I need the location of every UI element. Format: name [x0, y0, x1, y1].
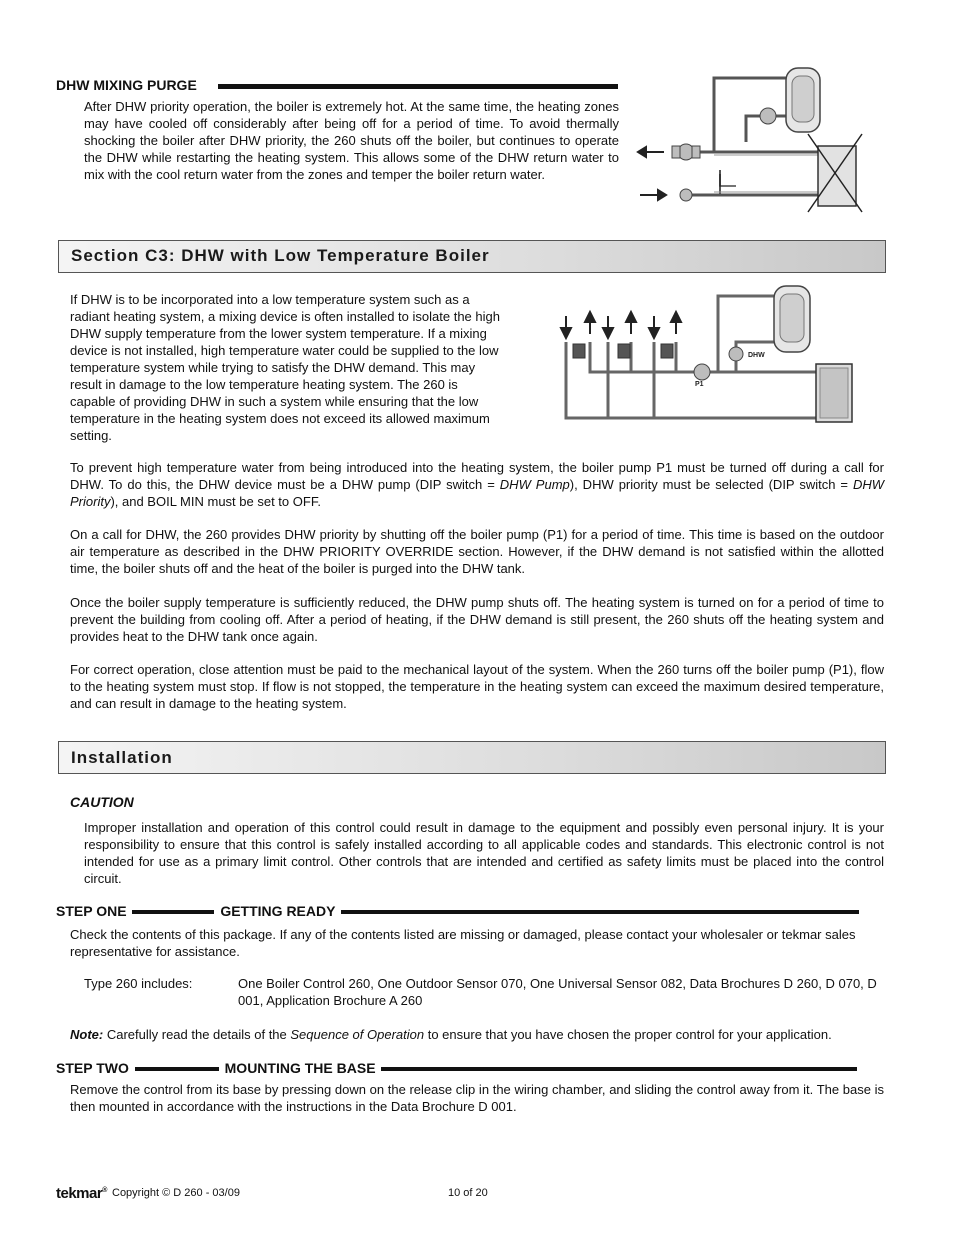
dhw-mixing-purge-heading: DHW MIXING PURGE: [56, 77, 197, 93]
step-one-label: STEP ONE: [56, 903, 127, 919]
step-two-label: STEP TWO: [56, 1060, 129, 1076]
section-c3-para5: For correct operation, close attention must be paid to the mechanical layout of the system. When the 260 turns off the boiler pump (P1), flow to the heating system must stop. If flow is not stopped, the temperature in the heating system can exceed the maximum desired temperature, and can result in damage to the heating system.: [70, 662, 884, 711]
dhw-label: DHW: [748, 352, 765, 359]
step-two-title: MOUNTING THE BASE: [224, 1060, 376, 1076]
dhw-pump-icon: [729, 347, 743, 361]
caution-heading: CAUTION: [70, 794, 134, 810]
low-temp-boiler-diagram: [558, 282, 858, 428]
step-one-title: GETTING READY: [220, 903, 336, 919]
section-c3-para2: To prevent high temperature water from being introduced into the heating system, the boiler pump P1 must be turned off during a call for DHW. To do this, the DHW device must be a DHW pump (DIP switch = DHW Pump), DHW priority must be selected (DIP switch = DHW Priority), and BOIL MIN must be set to OFF.: [70, 460, 885, 509]
includes-label: Type 260 includes:: [84, 976, 193, 991]
zone-pump-icons: [573, 344, 673, 358]
zone-flow-arrows-icon: [561, 312, 681, 338]
installation-title: Installation: [71, 748, 173, 767]
section-c3-title: Section C3: DHW with Low Temperature Boiler: [71, 246, 490, 265]
note-line: Note: Carefully read the details of the Sequence of Operation to ensure that you have chosen the proper control for your application.: [70, 1027, 832, 1042]
caution-body: Improper installation and operation of this control could result in damage to the equipment and possibly even personal injury. It is your responsibility to ensure that this control is safely installed according to all applicable codes and standards. This electronic control is not intended for use as a primary limit control. Other controls that are intended and certified as safety limits must be placed into the control circuit.: [84, 820, 884, 886]
step-one-heading: [56, 903, 886, 919]
footer-copyright: Copyright © D 260 - 03/09: [112, 1187, 240, 1199]
dhw-tank-icon: [774, 286, 810, 352]
installation-bar: [58, 741, 886, 774]
boiler-icon: [808, 134, 862, 212]
step-one-body: Check the contents of this package. If any of the contents listed are missing or damaged, please contact your wholesaler or tekmar sales representative for assistance.: [70, 927, 856, 959]
step-two-body: Remove the control from its base by pressing down on the release clip in the wiring chamber, and sliding the control away from it. The base is then mounted in accordance with the instructions in the Data Brochure D 001.: [70, 1082, 884, 1114]
dhw-tank-icon: [786, 68, 820, 132]
heading-rule: [218, 84, 618, 89]
dhw-mixing-purge-diagram: [636, 62, 872, 214]
step-two-heading: [56, 1060, 886, 1076]
dhw-mixing-purge-body: After DHW priority operation, the boiler is extremely hot. At the same time, the heating zones may have cooled off considerably after being off for a period of time. To avoid thermally shocking the boiler after DHW priority, the 260 shuts off the boiler, but continues to operate the DHW while restarting the heating system. This allows some of the DHW return water to mix with the cool return water from the zones and temper the boiler return water.: [84, 99, 619, 182]
includes-value: One Boiler Control 260, One Outdoor Sensor 070, One Universal Sensor 082, Data Brochures D 260, D 070, D 001, Application Brochure A 260: [238, 976, 877, 1008]
p1-pump-icon: [694, 364, 710, 380]
section-c3-para1: If DHW is to be incorporated into a low temperature system such as a radiant heating system, a mixing device is often installed to isolate the high DHW supply temperature from the lower system temperature. If a mixing device is not installed, high temperature water could be supplied to the low temperature system while trying to satisfy the DHW demand. This may result in damage to the low temperature heating system. The 260 is capable of providing DHW in such a system while ensuring that the low temperature in the heating system does not exceed its allowed maximum setting.: [70, 292, 500, 443]
p1-label: P1: [695, 381, 704, 388]
footer-page-number: 10 of 20: [448, 1187, 488, 1199]
tekmar-logo: tekmar®: [56, 1185, 107, 1202]
section-c3-para4: Once the boiler supply temperature is sufficiently reduced, the DHW pump shuts off. The heating system is turned on for a period of time to prevent the building from cooling off. After a period of heating, if the DHW demand is still present, the 260 shuts off the heating system and provides heat to the DHW tank once again.: [70, 595, 884, 644]
section-c3-para3: On a call for DHW, the 260 provides DHW priority by shutting off the boiler pump (P1) for a period of time. This time is based on the outdoor air temperature as described in the DHW PRIORITY OVERRIDE section. However, if the DHW demand is not satisfied within the allotted time, the boiler shuts off and the heat of the boiler is purged into the DHW tank.: [70, 527, 884, 576]
boiler-icon: [816, 364, 852, 422]
